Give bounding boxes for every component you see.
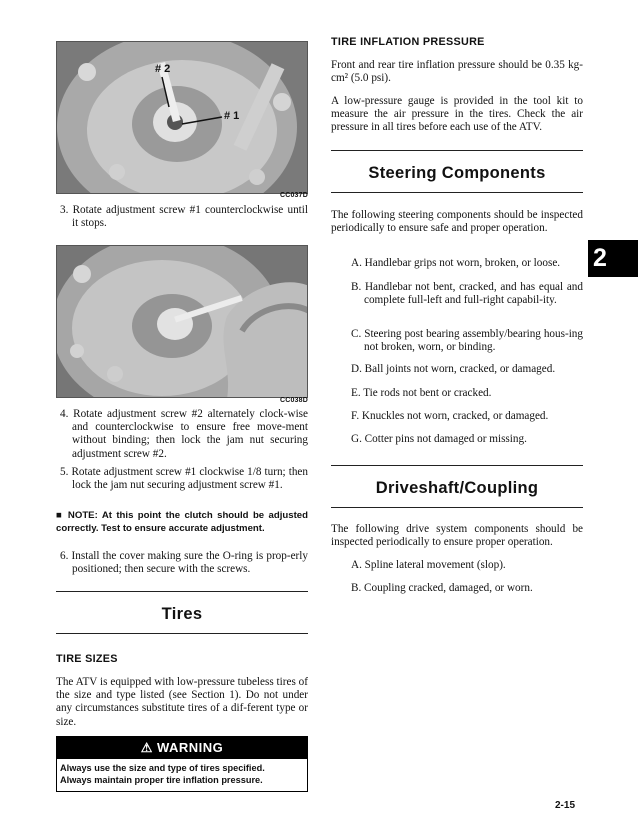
steering-item-c: C. Steering post bearing assembly/bearing hous-ing not broken, worn, or binding.: [351, 328, 583, 354]
warning-box: [56, 736, 308, 792]
steering-item-f: F. Knuckles not worn, cracked, or damaged.: [351, 410, 549, 422]
steering-rule-top: [331, 150, 583, 151]
inflation-paragraph-2: A low-pressure gauge is provided in the tool kit to measure the air pressure in the tires. Check the air pressure in all tires before each use of the ATV.: [331, 95, 583, 134]
section-tab: 2: [588, 240, 638, 277]
warning-line-1: Always use the size and type of tires specified.: [60, 763, 265, 773]
driveshaft-rule-bottom: [331, 507, 583, 508]
steering-intro: The following steering components should be inspected periodically to ensure safe and proper operation.: [331, 209, 583, 235]
callout-label-1: # 1: [224, 110, 240, 122]
step-6: 6. Install the cover making sure the O-ring is prop-erly positioned; then secure with the screws.: [60, 550, 308, 576]
driveshaft-item-a: A. Spline lateral movement (slop).: [351, 559, 506, 571]
driveshaft-rule-top: [331, 465, 583, 466]
step-3: 3. Rotate adjustment screw #1 counterclockwise until it stops.: [60, 204, 308, 230]
clutch-adjustment-photo-2: [56, 245, 308, 398]
steering-rule-bottom: [331, 192, 583, 193]
driveshaft-intro: The following drive system components should be inspected periodically to ensure proper operation.: [331, 523, 583, 549]
warning-line-2: Always maintain proper tire inflation pressure.: [60, 775, 263, 786]
warning-title: WARNING: [156, 740, 224, 755]
callout-label-2: # 2: [155, 63, 171, 75]
driveshaft-section-title: Driveshaft/Coupling: [375, 479, 539, 497]
warning-body: [57, 759, 307, 791]
steering-item-d: D. Ball joints not worn, cracked, or damaged.: [351, 363, 556, 375]
steering-item-a: A. Handlebar grips not worn, broken, or loose.: [351, 257, 561, 269]
tires-rule-bottom: [56, 633, 308, 634]
clutch-adjustment-photo-1: [56, 41, 308, 194]
photo-2-caption: CC038D: [279, 397, 308, 404]
clutch-note: ■ NOTE: At this point the clutch should be adjusted correctly. Test to ensure accurate adjustment.: [56, 510, 308, 534]
tire-sizes-heading: TIRE SIZES: [56, 653, 118, 665]
warning-triangle-icon: ⚠: [140, 740, 153, 755]
tire-sizes-paragraph: The ATV is equipped with low-pressure tubeless tires of the size and type listed (see Section 1). Do not under any circumstances substitute tires of a dif-ferent type or size.: [56, 676, 308, 728]
photo-1-caption: CC037D: [279, 192, 308, 199]
step-5: 5. Rotate adjustment screw #1 clockwise 1/8 turn; then lock the jam nut securing adjustment screw #1.: [60, 466, 308, 492]
tire-inflation-heading: TIRE INFLATION PRESSURE: [331, 36, 485, 48]
steering-section-title: Steering Components: [368, 164, 546, 182]
steering-item-e: E. Tie rods not bent or cracked.: [351, 387, 492, 399]
tires-rule-top: [56, 591, 308, 592]
page-number: 2-15: [555, 800, 576, 811]
steering-item-b: B. Handlebar not bent, cracked, and has equal and complete full-left and full-right capabil-ity.: [351, 281, 583, 307]
inflation-paragraph-1: Front and rear tire inflation pressure should be 0.35 kg-cm² (5.0 psi).: [331, 59, 583, 85]
steering-item-g: G. Cotter pins not damaged or missing.: [351, 433, 527, 445]
step-4: 4. Rotate adjustment screw #2 alternately clock-wise and counterclockwise to ensure free move-ment without binding; then lock the jam nut securing adjustment screw #2.: [60, 408, 308, 460]
driveshaft-item-b: B. Coupling cracked, damaged, or worn.: [351, 582, 533, 594]
tires-section-title: Tires: [161, 605, 203, 623]
warning-header: [57, 737, 307, 759]
